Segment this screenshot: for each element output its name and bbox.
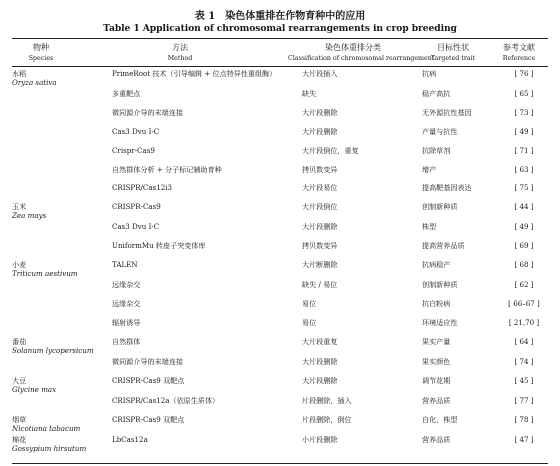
species-cell (12, 163, 112, 182)
rearrangement-type-cell: 大片段删除 (302, 222, 338, 232)
species-cell (12, 374, 112, 394)
species-latin-name: Oryza sativa (12, 78, 57, 87)
method-cell: 自然群体 (112, 336, 141, 346)
header-method (110, 42, 250, 64)
species-chinese-name: 小麦 (12, 260, 27, 270)
reference-cell: [ 49 ] (514, 126, 534, 136)
target-trait-cell: 创制新种质 (422, 280, 458, 290)
header-reference-cn: 参考文献 (503, 43, 535, 52)
rearrangement-type-cell: 片段删除，插入 (302, 395, 352, 405)
rearrangement-type-cell: 缺失 / 易位 (302, 280, 338, 290)
reference-cell: [ 47 ] (514, 434, 534, 444)
reference-cell: [ 74 ] (514, 356, 534, 366)
table-bottom-rule (12, 463, 548, 464)
target-trait-cell: 营养品质 (422, 395, 451, 405)
rearrangement-type-cell: 大片段删除 (302, 356, 338, 366)
header-species (12, 42, 70, 64)
table-row-10 (12, 239, 548, 258)
reference-cell: [ 21,70 ] (508, 317, 540, 327)
table-row-15 (12, 335, 548, 355)
species-chinese-name: 番茄 (12, 336, 27, 346)
method-cell: TALEN (112, 260, 138, 270)
reference-cell: [ 75 ] (514, 183, 534, 193)
table-row-17 (12, 374, 548, 394)
target-trait-cell: 果实产量 (422, 336, 451, 346)
reference-cell: [ 62 ] (514, 280, 534, 290)
method-cell: LbCas12a (112, 434, 148, 444)
target-trait-cell: 调节花期 (422, 375, 451, 385)
species-cell (12, 220, 112, 239)
table-title-chinese: 表 1 染色体重排在作物育种中的应用 (194, 11, 366, 22)
table-row-9 (12, 220, 548, 239)
method-cell: CRISPR/Cas12i3 (112, 183, 173, 193)
table-row-13 (12, 297, 548, 316)
reference-cell: [ 71 ] (514, 145, 534, 155)
header-reference-en: Reference (502, 55, 536, 62)
header-trait (418, 42, 488, 64)
table-row-5 (12, 144, 548, 163)
table-row-6 (12, 163, 548, 182)
method-cell: PrimeRoot 技术（引导编辑 + 位点特异性重组酶） (112, 69, 277, 78)
target-trait-cell: 环境适应性 (422, 317, 458, 327)
header-reference (490, 42, 548, 64)
rearrangement-type-cell: 拷贝数变异 (302, 241, 338, 251)
species-cell (12, 181, 112, 200)
species-cell (12, 316, 112, 335)
table-row-3 (12, 106, 548, 125)
method-cell: 微同源介导的末端连接 (112, 107, 183, 117)
reference-cell: [ 77 ] (514, 395, 534, 405)
rearrangement-type-cell: 小片段删除 (302, 434, 338, 444)
rearrangement-type-cell: 拷贝数变异 (302, 164, 338, 174)
method-cell: CRISPR/Cas12a（依原生质体） (112, 395, 220, 405)
rearrangement-table (12, 67, 548, 453)
target-trait-cell: 产量与抗性 (422, 126, 458, 136)
table-top-rule (12, 38, 548, 39)
method-cell: 辐射诱导 (112, 317, 141, 327)
method-cell: CRISPR-Cas9 (112, 202, 161, 212)
reference-cell: [ 78 ] (514, 414, 534, 424)
rearrangement-type-cell: 大片段重复 (302, 336, 338, 346)
header-trait-cn: 目标性状 (437, 43, 469, 52)
species-latin-name: Glycine max (12, 384, 57, 394)
reference-cell: [ 44 ] (514, 202, 534, 212)
method-cell: Cas3 Dvu I-C (112, 222, 160, 232)
table-row-16 (12, 355, 548, 374)
target-trait-cell: 创制新种质 (422, 202, 458, 212)
species-cell (12, 87, 112, 106)
reference-cell: [ 69 ] (514, 241, 534, 251)
rearrangement-type-cell: 大片段删除 (302, 107, 338, 117)
table-row-2 (12, 87, 548, 106)
species-latin-name: Solanum lycopersicum (12, 345, 94, 355)
target-trait-cell: 果实颜色 (422, 356, 451, 366)
method-cell: Cas3 Dvu I-C (112, 126, 160, 136)
table-row-20 (12, 433, 548, 453)
rearrangement-type-cell: 缺失 (302, 89, 317, 98)
species-chinese-name: 烟草 (12, 414, 27, 424)
target-trait-cell: 株型 (422, 222, 437, 232)
table-row-14 (12, 316, 548, 335)
table-row-1 (12, 67, 548, 87)
table-row-7 (12, 181, 548, 200)
rearrangement-type-cell: 大片段倒位，重复 (302, 145, 359, 155)
species-cell (12, 278, 112, 297)
method-cell: CRISPR-Cas9 双靶点 (112, 375, 185, 385)
target-trait-cell: 无外源抗性基因 (422, 107, 472, 117)
reference-cell: [ 64 ] (514, 336, 534, 346)
species-cell (12, 297, 112, 316)
rearrangement-type-cell: 大片段倒位 (302, 202, 338, 212)
species-cell (12, 67, 112, 87)
rearrangement-type-cell: 大片段删除 (302, 126, 338, 136)
species-cell (12, 335, 112, 355)
table-row-8 (12, 200, 548, 220)
target-trait-cell: 稳产高抗 (422, 89, 451, 98)
species-chinese-name: 棉花 (12, 434, 27, 444)
table-body (12, 67, 548, 453)
rearrangement-type-cell: 大片段删除 (302, 375, 338, 385)
species-cell (12, 106, 112, 125)
species-cell (12, 394, 112, 413)
species-cell (12, 413, 112, 433)
target-trait-cell: 增产 (422, 164, 437, 174)
table-row-4 (12, 125, 548, 144)
header-classification-en: Classification of chromosomal rearrangement (288, 55, 435, 62)
species-latin-name: Nicotiana tabacum (12, 423, 81, 433)
species-chinese-name: 大豆 (12, 375, 27, 385)
table-title-english: Table 1 Application of chromosomal rearrangements in crop breeding (103, 23, 457, 34)
method-cell: UniformMu 转座子突变体库 (112, 241, 206, 251)
target-trait-cell: 提高靶基因表达 (422, 183, 472, 193)
species-cell (12, 239, 112, 258)
header-classification-cn: 染色体重排分类 (325, 43, 381, 52)
reference-cell: [ 76 ] (514, 69, 534, 78)
species-cell (12, 200, 112, 220)
table-row-11 (12, 258, 548, 278)
species-cell (12, 433, 112, 453)
method-cell: 微同源介导的末端连接 (112, 356, 183, 366)
target-trait-cell: 抗除草剂 (422, 145, 451, 155)
reference-cell: [ 66–67 ] (508, 299, 540, 309)
species-latin-name: Zea mays (12, 211, 47, 221)
reference-cell: [ 68 ] (514, 260, 534, 270)
table-row-12 (12, 278, 548, 297)
header-trait-en: Targeted trait (430, 55, 476, 62)
header-classification (288, 42, 435, 64)
species-chinese-name: 水稻 (12, 69, 27, 78)
reference-cell: [ 45 ] (514, 375, 534, 385)
target-trait-cell: 抗病稳产 (422, 260, 451, 270)
rearrangement-type-cell: 片段删除，倒位 (302, 414, 352, 424)
header-species-cn: 物种 (33, 43, 49, 52)
table-row-18 (12, 394, 548, 413)
species-cell (12, 144, 112, 163)
species-cell (12, 125, 112, 144)
reference-cell: [ 65 ] (514, 89, 534, 98)
species-cell (12, 355, 112, 374)
target-trait-cell: 抗白粉病 (422, 299, 451, 309)
rearrangement-type-cell: 大片段插入 (302, 69, 338, 78)
method-cell: 远缘杂交 (112, 299, 141, 309)
target-trait-cell: 白化，株型 (422, 414, 458, 424)
rearrangement-type-cell: 大片段易位 (302, 183, 338, 193)
reference-cell: [ 73 ] (514, 107, 534, 117)
method-cell: CRISPR-Cas9 双靶点 (112, 414, 185, 424)
reference-cell: [ 63 ] (514, 164, 534, 174)
method-cell: 多重靶点 (112, 89, 141, 98)
target-trait-cell: 抗病 (422, 69, 437, 78)
reference-cell: [ 49 ] (514, 222, 534, 232)
method-cell: 远缘杂交 (112, 280, 141, 290)
rearrangement-type-cell: 大片断删除 (302, 260, 338, 270)
species-latin-name: Triticum aestivum (12, 269, 78, 279)
method-cell: 自然群体分析 + 分子标记辅助育种 (112, 164, 222, 174)
species-chinese-name: 玉米 (12, 202, 27, 212)
rearrangement-type-cell: 易位 (302, 317, 317, 327)
species-latin-name: Gossypium hirsutum (12, 443, 87, 453)
rearrangement-type-cell: 易位 (302, 299, 317, 309)
method-cell: Crispr-Cas9 (112, 145, 155, 155)
header-species-en: Species (28, 55, 54, 62)
target-trait-cell: 营养品质 (422, 434, 451, 444)
header-method-cn: 方法 (172, 43, 188, 52)
header-method-en: Method (167, 55, 193, 62)
table-row-19 (12, 413, 548, 433)
species-cell (12, 258, 112, 278)
target-trait-cell: 提高营养品质 (422, 241, 465, 251)
